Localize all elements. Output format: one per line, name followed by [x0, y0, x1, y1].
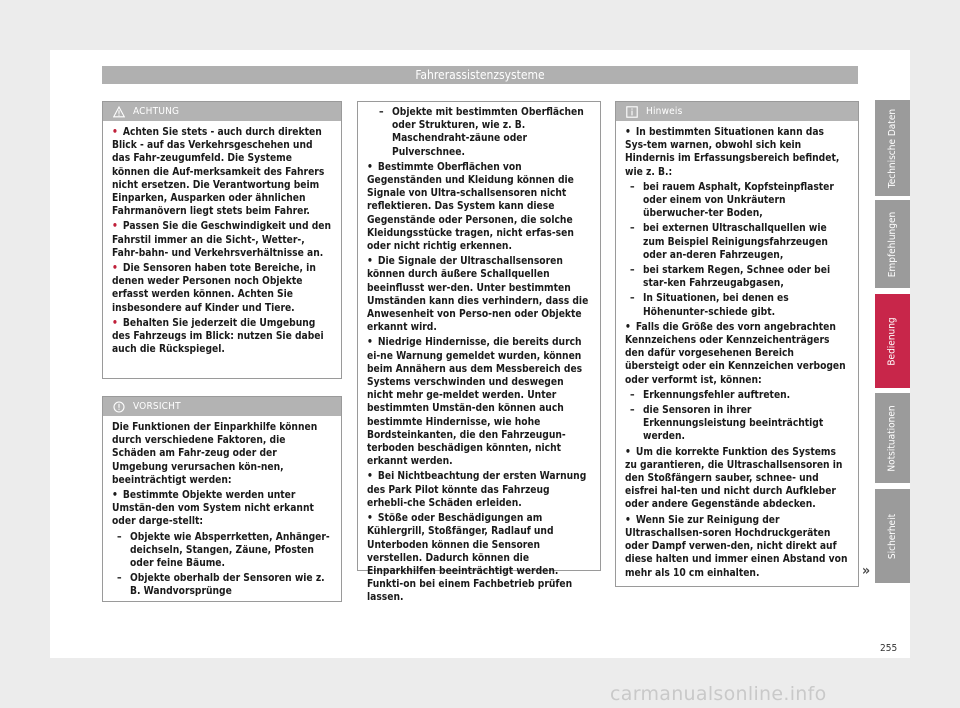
continue-arrow-icon: » [862, 563, 871, 579]
note-dash-item: – die Sensoren in ihrer Erkennungsleistung beeinträchtigt werden. [630, 404, 848, 444]
note-bullet: • In bestimmten Situationen kann das Sys-tem warnen, obwohl sich kein Hindernis im Erfassungsbereich befindet, wie z. B.: [625, 127, 840, 178]
note-dash-item: – bei externen Ultraschallquellen wie zum Beispiel Reinigungsfahrzeugen oder an-deren Fahrzeugen, [630, 222, 848, 262]
info-circle-icon [113, 401, 125, 413]
warning-triangle-icon [113, 106, 125, 118]
info-square-icon [626, 106, 638, 118]
warning-item: • Behalten Sie jederzeit die Umgebung des Fahrzeugs im Blick: nutzen Sie dabei auch die Rückspiegel. [112, 317, 324, 356]
note-box-title: Hinweis [646, 106, 683, 117]
note-box [615, 101, 859, 587]
note-dash-item: – bei starkem Regen, Schnee oder bei star-ken Fahrzeugabgasen, [630, 264, 848, 290]
caution-box-header [103, 397, 341, 416]
middle-item: • Bestimmte Oberflächen von Gegenständen und Kleidung können die Signale von Ultra-schallsensoren nicht reflektieren. Das System kann diese Gegenstände oder Personen, die solche Kleidungsstücke tragen, nicht erfas-sen oder nicht richtig erkennen. [367, 161, 574, 253]
tab-sicherheit[interactable]: Sicherheit [875, 489, 910, 583]
caution-box-title: VORSICHT [133, 401, 181, 412]
page-number: 255 [880, 643, 898, 654]
caution-bullet: • Bestimmte Objekte werden unter Umstän-den vom System nicht erkannt oder darge-stellt: [112, 490, 314, 528]
warning-item: • Achten Sie stets - auch durch direkten Blick - auf das Verkehrsgeschehen und das Fahr-zeugumfeld. Die Systeme können die Auf-merksamkeit des Fahrers nicht ersetzen. Die Verantwortung beim Einparken, Ausparken oder ähnlichen Fahrmanövern liegt stets beim Fahrer. [112, 127, 325, 218]
middle-item: • Niedrige Hindernisse, die bereits durch ei-ne Warnung gemeldet wurden, können beim Annähern aus dem Messbereich des Systems verschwinden und deswegen nicht mehr ge-meldet werden. Unter bestimmten Umstän-den können auch bestimmte Hindernisse, wie hohe Bordsteinkanten, die den Fahrzeugun-terboden beschädigen könnten, nicht erkannt werden. [367, 337, 583, 468]
note-dash-item: – bei rauem Asphalt, Kopfsteinpflaster oder einem von Unkräutern überwucher-ter Boden, [630, 181, 848, 221]
note-bullet: • Falls die Größe des vorn angebrachten Kennzeichens oder Kennzeichenträgers den dafür vorgesehenen Bereich übersteigt oder ein Kennzeichen verbogen oder verformt ist, können: [625, 321, 846, 386]
warning-box-title: ACHTUNG [133, 106, 180, 117]
note-dash-item: – Erkennungsfehler auftreten. [630, 389, 848, 402]
caution-dash-item: – Objekte oberhalb der Sensoren wie z. B. Wandvorsprünge [117, 572, 331, 598]
page-title: Fahrerassistenzsysteme [102, 66, 858, 84]
note-dash-item: – In Situationen, bei denen es Höhenunter-schiede gibt. [630, 292, 848, 318]
middle-dash-item: – Objekte mit bestimmten Oberflächen oder Strukturen, wie z. B. Maschendraht-zäune oder Pulverschnee. [379, 106, 590, 159]
note-bullet: • Um die korrekte Funktion des Systems zu garantieren, die Ultraschallsensoren in den Stoßfängern sauber, schnee- und eisfrei hal-ten und nicht durch Aufkleber oder andere Gegenstände abdecken. [625, 446, 843, 511]
middle-item: • Die Signale der Ultraschallsensoren können durch äußere Schallquellen beeinflusst wer-den. Unter bestimmten Umständen kann dies verhindern, dass die Anwesenheit von Perso-nen oder Objekte erkannt wird. [367, 256, 589, 334]
caution-box [102, 396, 342, 602]
middle-item: • Stöße oder Beschädigungen am Kühlergrill, Stoßfänger, Radlauf und Unterboden können die Sensoren verstellen. Dadurch können die Einparkhilfen beeinträchtigt werden. Funkti-on bei einem Fachbetrieb prüfen lassen. [367, 513, 573, 604]
note-box-header [616, 102, 858, 121]
warning-item: • Die Sensoren haben tote Bereiche, in denen weder Personen noch Objekte erfasst werden können. Achten Sie insbesondere auf Kinder und Tiere. [112, 263, 316, 314]
warning-item: • Passen Sie die Geschwindigkeit und den Fahrstil immer an die Sicht-, Wetter-, Fahr-bahn- und Verkehrsverhältnisse an. [112, 221, 332, 259]
note-bullet: • Wenn Sie zur Reinigung der Ultraschallsen-soren Hochdruckgeräten oder Dampf verwen-den, nicht direkt auf diese halten und immer einen Abstand von mehr als 10 cm einhalten. [625, 514, 848, 579]
tab-bedienung[interactable]: Bedienung [875, 294, 910, 388]
caution-intro: Die Funktionen der Einparkhilfe können durch verschiedene Faktoren, die Schäden am Fahr-zeug oder der Umgebung verursachen kön-nen, beeinträchtigt werden: [112, 422, 318, 486]
caution-box-continued [357, 101, 601, 604]
warning-box [102, 101, 342, 379]
tab-technische-daten[interactable]: Technische Daten [875, 100, 910, 196]
tab-notsituationen[interactable]: Notsituationen [875, 393, 910, 483]
caution-dash-item: – Objekte wie Absperrketten, Anhänger-deichseln, Stangen, Zäune, Pfosten oder feine Bäume. [117, 531, 331, 571]
watermark-text: carmanualsonline.info [610, 683, 827, 705]
middle-item: • Bei Nichtbeachtung der ersten Warnung des Park Pilot könnte das Fahrzeug erhebli-che Schäden erleiden. [367, 471, 587, 509]
warning-box-header [103, 102, 341, 121]
tab-empfehlungen[interactable]: Empfehlungen [875, 200, 910, 288]
